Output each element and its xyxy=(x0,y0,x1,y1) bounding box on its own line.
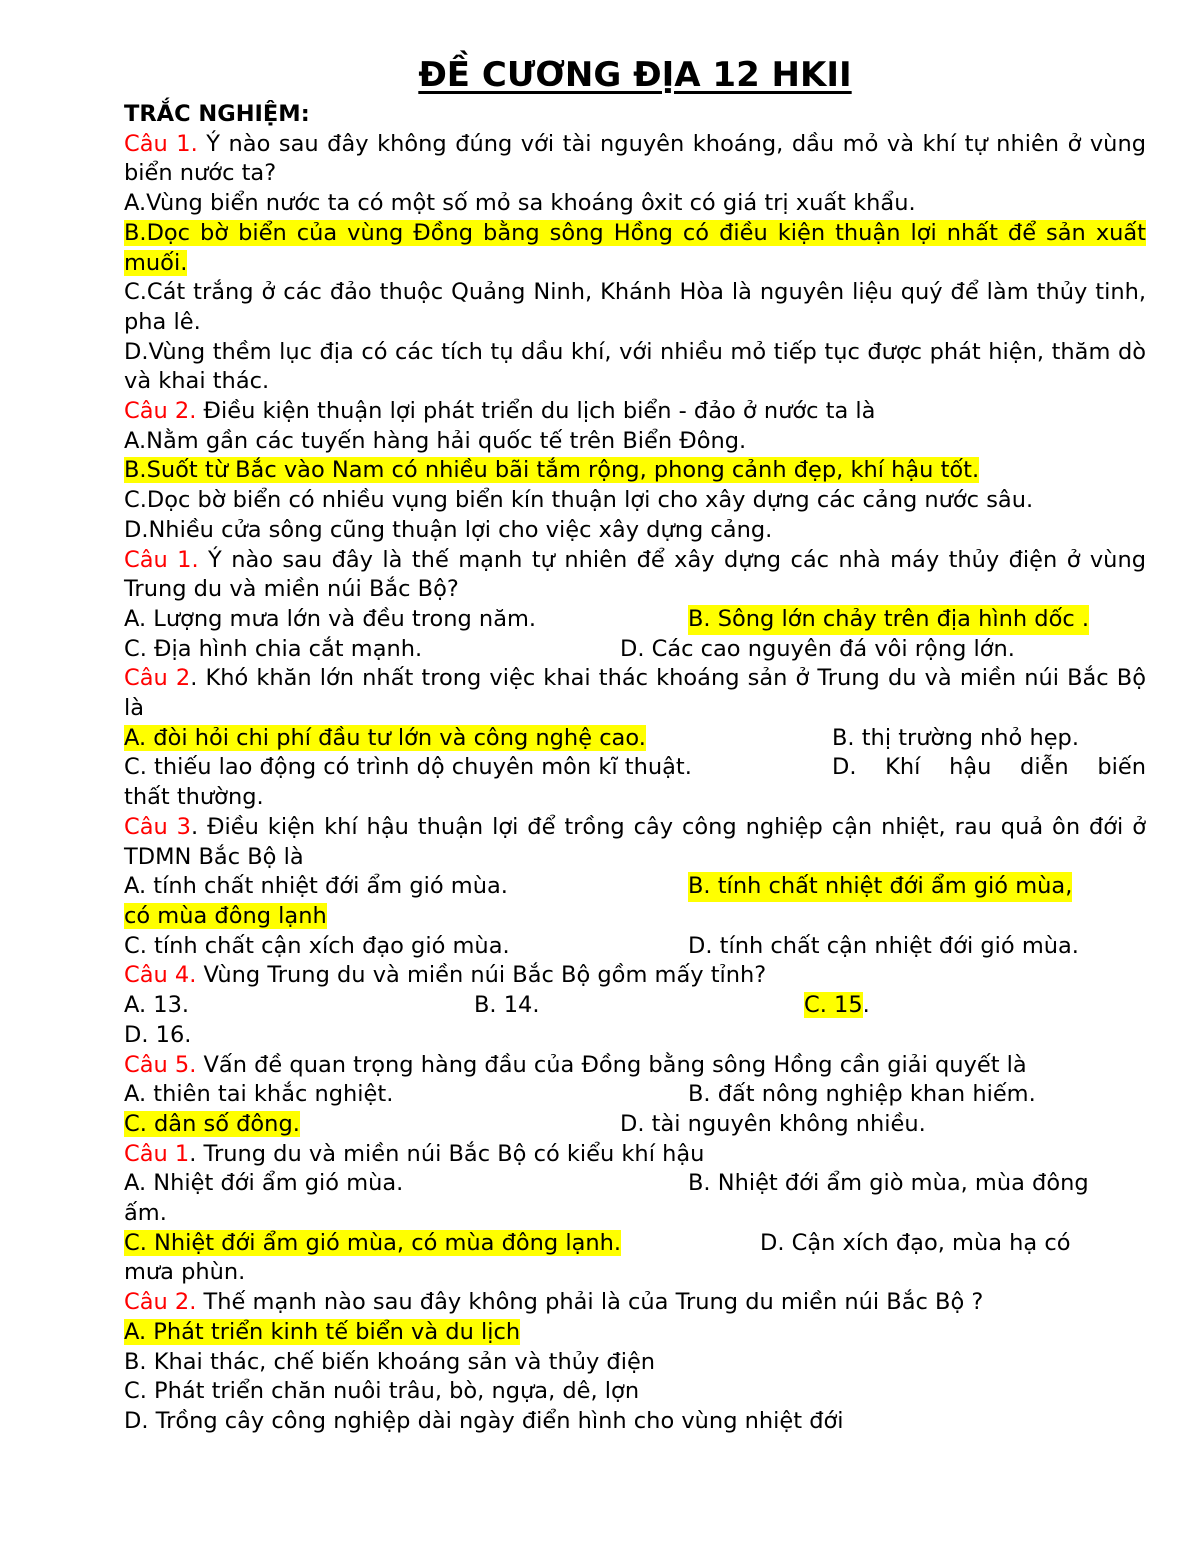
option-d: D. Trồng cây công nghiệp dài ngày điển hình cho vùng nhiệt đới xyxy=(124,1407,844,1434)
option-a: A. Nhiệt đới ẩm gió mùa. xyxy=(124,1170,404,1197)
option-a: A.Nằm gần các tuyến hàng hải quốc tế trên Biển Đông. xyxy=(124,427,747,454)
question-label: Câu 1. xyxy=(124,546,199,573)
option-c: C. Địa hình chia cắt mạnh. xyxy=(124,635,423,662)
option-a: A. Lượng mưa lớn và đều trong năm. xyxy=(124,605,537,632)
options-row xyxy=(124,1169,1146,1199)
option-a-answer: A. Phát triển kinh tế biển và du lịch xyxy=(124,1318,521,1345)
options-row xyxy=(124,1110,1146,1140)
section-heading: TRẮC NGHIỆM: xyxy=(124,101,310,127)
question-label: Câu 1 xyxy=(124,1140,190,1167)
option-c: C. tính chất cận xích đạo gió mùa. xyxy=(124,932,510,959)
question-stem: Câu 4. Vùng Trung du và miền núi Bắc Bộ gồm mấy tỉnh? xyxy=(124,962,767,989)
option-c: C.Dọc bờ biển có nhiều vụng biển kín thuận lợi cho xây dựng các cảng nước sâu. xyxy=(124,487,1034,514)
question-1 xyxy=(124,130,1146,397)
option-d-continued: thất thường. xyxy=(124,784,264,811)
options-row xyxy=(124,753,1146,783)
options-row xyxy=(124,635,1146,665)
option-d: D. tính chất cận nhiệt đới gió mùa. xyxy=(688,932,1079,959)
option-a: A.Vùng biển nước ta có một số mỏ sa khoáng ôxit có giá trị xuất khẩu. xyxy=(124,190,916,217)
question-7 xyxy=(124,1051,1146,1140)
option-b-continued: có mùa đông lạnh xyxy=(124,902,327,929)
option-d: D. Khí hậu diễn biến xyxy=(832,754,1146,781)
option-b: B. thị trường nhỏ hẹp. xyxy=(832,724,1079,751)
options-row xyxy=(124,872,1146,902)
question-6 xyxy=(124,961,1146,1050)
option-d-continued: mưa phùn. xyxy=(124,1259,246,1286)
question-label: Câu 4. xyxy=(124,962,197,989)
options-row xyxy=(124,724,1146,754)
question-label: Câu 2. xyxy=(124,1289,197,1316)
question-stem: Câu 3. Điều kiện khí hậu thuận lợi để trồng cây công nghiệp cận nhiệt, rau quả ôn đới ở TDMN Bắc Bộ là xyxy=(124,813,1146,870)
document-page xyxy=(124,52,1146,1437)
option-b: B. 14. xyxy=(474,992,540,1019)
question-stem: Câu 5. Vấn đề quan trọng hàng đầu của Đồng bằng sông Hồng cần giải quyết là xyxy=(124,1051,1027,1078)
question-label: Câu 1. xyxy=(124,130,198,157)
options-row xyxy=(124,605,1146,635)
option-c-answer: C. dân số đông. xyxy=(124,1110,300,1137)
option-b-continued: ấm. xyxy=(124,1200,167,1227)
page-title: ĐỀ CƯƠNG ĐỊA 12 HKII xyxy=(418,55,852,95)
option-d: D. 16. xyxy=(124,1021,192,1048)
option-d: D. tài nguyên không nhiều. xyxy=(620,1110,926,1137)
question-stem: Câu 1. Trung du và miền núi Bắc Bộ có kiểu khí hậu xyxy=(124,1140,705,1167)
options-row xyxy=(124,1080,1146,1110)
question-stem: Câu 1. Ý nào sau đây là thế mạnh tự nhiên để xây dựng các nhà máy thủy điện ở vùng Trung du và miền núi Bắc Bộ? xyxy=(124,546,1146,603)
option-d: D. Các cao nguyên đá vôi rộng lớn. xyxy=(620,635,1015,662)
options-row xyxy=(124,932,1146,962)
option-c: C. thiếu lao động có trình dộ chuyên môn kĩ thuật. xyxy=(124,754,692,781)
option-b-answer: B.Dọc bờ biển của vùng Đồng bằng sông Hồng có điều kiện thuận lợi nhất để sản xuất muối. xyxy=(124,219,1146,276)
option-a-answer: A. đòi hỏi chi phí đầu tư lớn và công nghệ cao. xyxy=(124,724,646,751)
question-4 xyxy=(124,664,1146,813)
option-c: C.Cát trắng ở các đảo thuộc Quảng Ninh, Khánh Hòa là nguyên liệu quý để làm thủy tinh, pha lê. xyxy=(124,279,1146,335)
question-8 xyxy=(124,1140,1146,1289)
question-3 xyxy=(124,546,1146,665)
question-9 xyxy=(124,1288,1146,1437)
option-a: A. 13. xyxy=(124,992,190,1019)
question-stem: Câu 1. Ý nào sau đây không đúng với tài nguyên khoáng, dầu mỏ và khí tự nhiên ở vùng biển nước ta? xyxy=(124,130,1146,187)
option-a: A. thiên tai khắc nghiệt. xyxy=(124,1081,394,1108)
option-c: C. Phát triển chăn nuôi trâu, bò, ngựa, dê, lợn xyxy=(124,1378,640,1405)
option-b: B. đất nông nghiệp khan hiếm. xyxy=(688,1081,1036,1108)
options-row xyxy=(124,1229,1146,1259)
question-5 xyxy=(124,813,1146,962)
option-c-answer: C. Nhiệt đới ẩm gió mùa, có mùa đông lạnh. xyxy=(124,1229,622,1256)
option-b: B. Khai thác, chế biến khoáng sản và thủy điện xyxy=(124,1348,656,1375)
option-d: D. Cận xích đạo, mùa hạ có xyxy=(760,1229,1071,1256)
option-b: B. Nhiệt đới ẩm giò mùa, mùa đông xyxy=(688,1170,1089,1197)
option-b-answer: B.Suốt từ Bắc vào Nam có nhiều bãi tắm rộng, phong cảnh đẹp, khí hậu tốt. xyxy=(124,457,980,484)
option-b-answer: B. Sông lớn chảy trên địa hình dốc . xyxy=(688,605,1089,635)
option-d: D.Vùng thềm lục địa có các tích tụ dầu khí, với nhiều mỏ tiếp tục được phát hiện, thăm dò và khai thác. xyxy=(124,338,1146,395)
option-b-answer: B. tính chất nhiệt đới ẩm gió mùa, xyxy=(688,872,1072,902)
option-d: D.Nhiều cửa sông cũng thuận lợi cho việc xây dựng cảng. xyxy=(124,516,773,543)
question-label: Câu 3 xyxy=(124,813,191,840)
question-label: Câu 2. xyxy=(124,398,197,425)
options-row xyxy=(124,991,1146,1021)
option-c-answer: C. 15. xyxy=(804,992,870,1019)
question-stem: Câu 2. Thế mạnh nào sau đây không phải là của Trung du miền núi Bắc Bộ ? xyxy=(124,1289,984,1316)
option-a: A. tính chất nhiệt đới ẩm gió mùa. xyxy=(124,873,508,900)
question-label: Câu 5. xyxy=(124,1051,197,1078)
question-label: Câu 2 xyxy=(124,665,191,692)
question-stem: Câu 2. Điều kiện thuận lợi phát triển du lịch biển - đảo ở nước ta là xyxy=(124,398,876,425)
question-stem: Câu 2. Khó khăn lớn nhất trong việc khai thác khoáng sản ở Trung du và miền núi Bắc Bộ là xyxy=(124,665,1146,722)
question-2 xyxy=(124,397,1146,546)
